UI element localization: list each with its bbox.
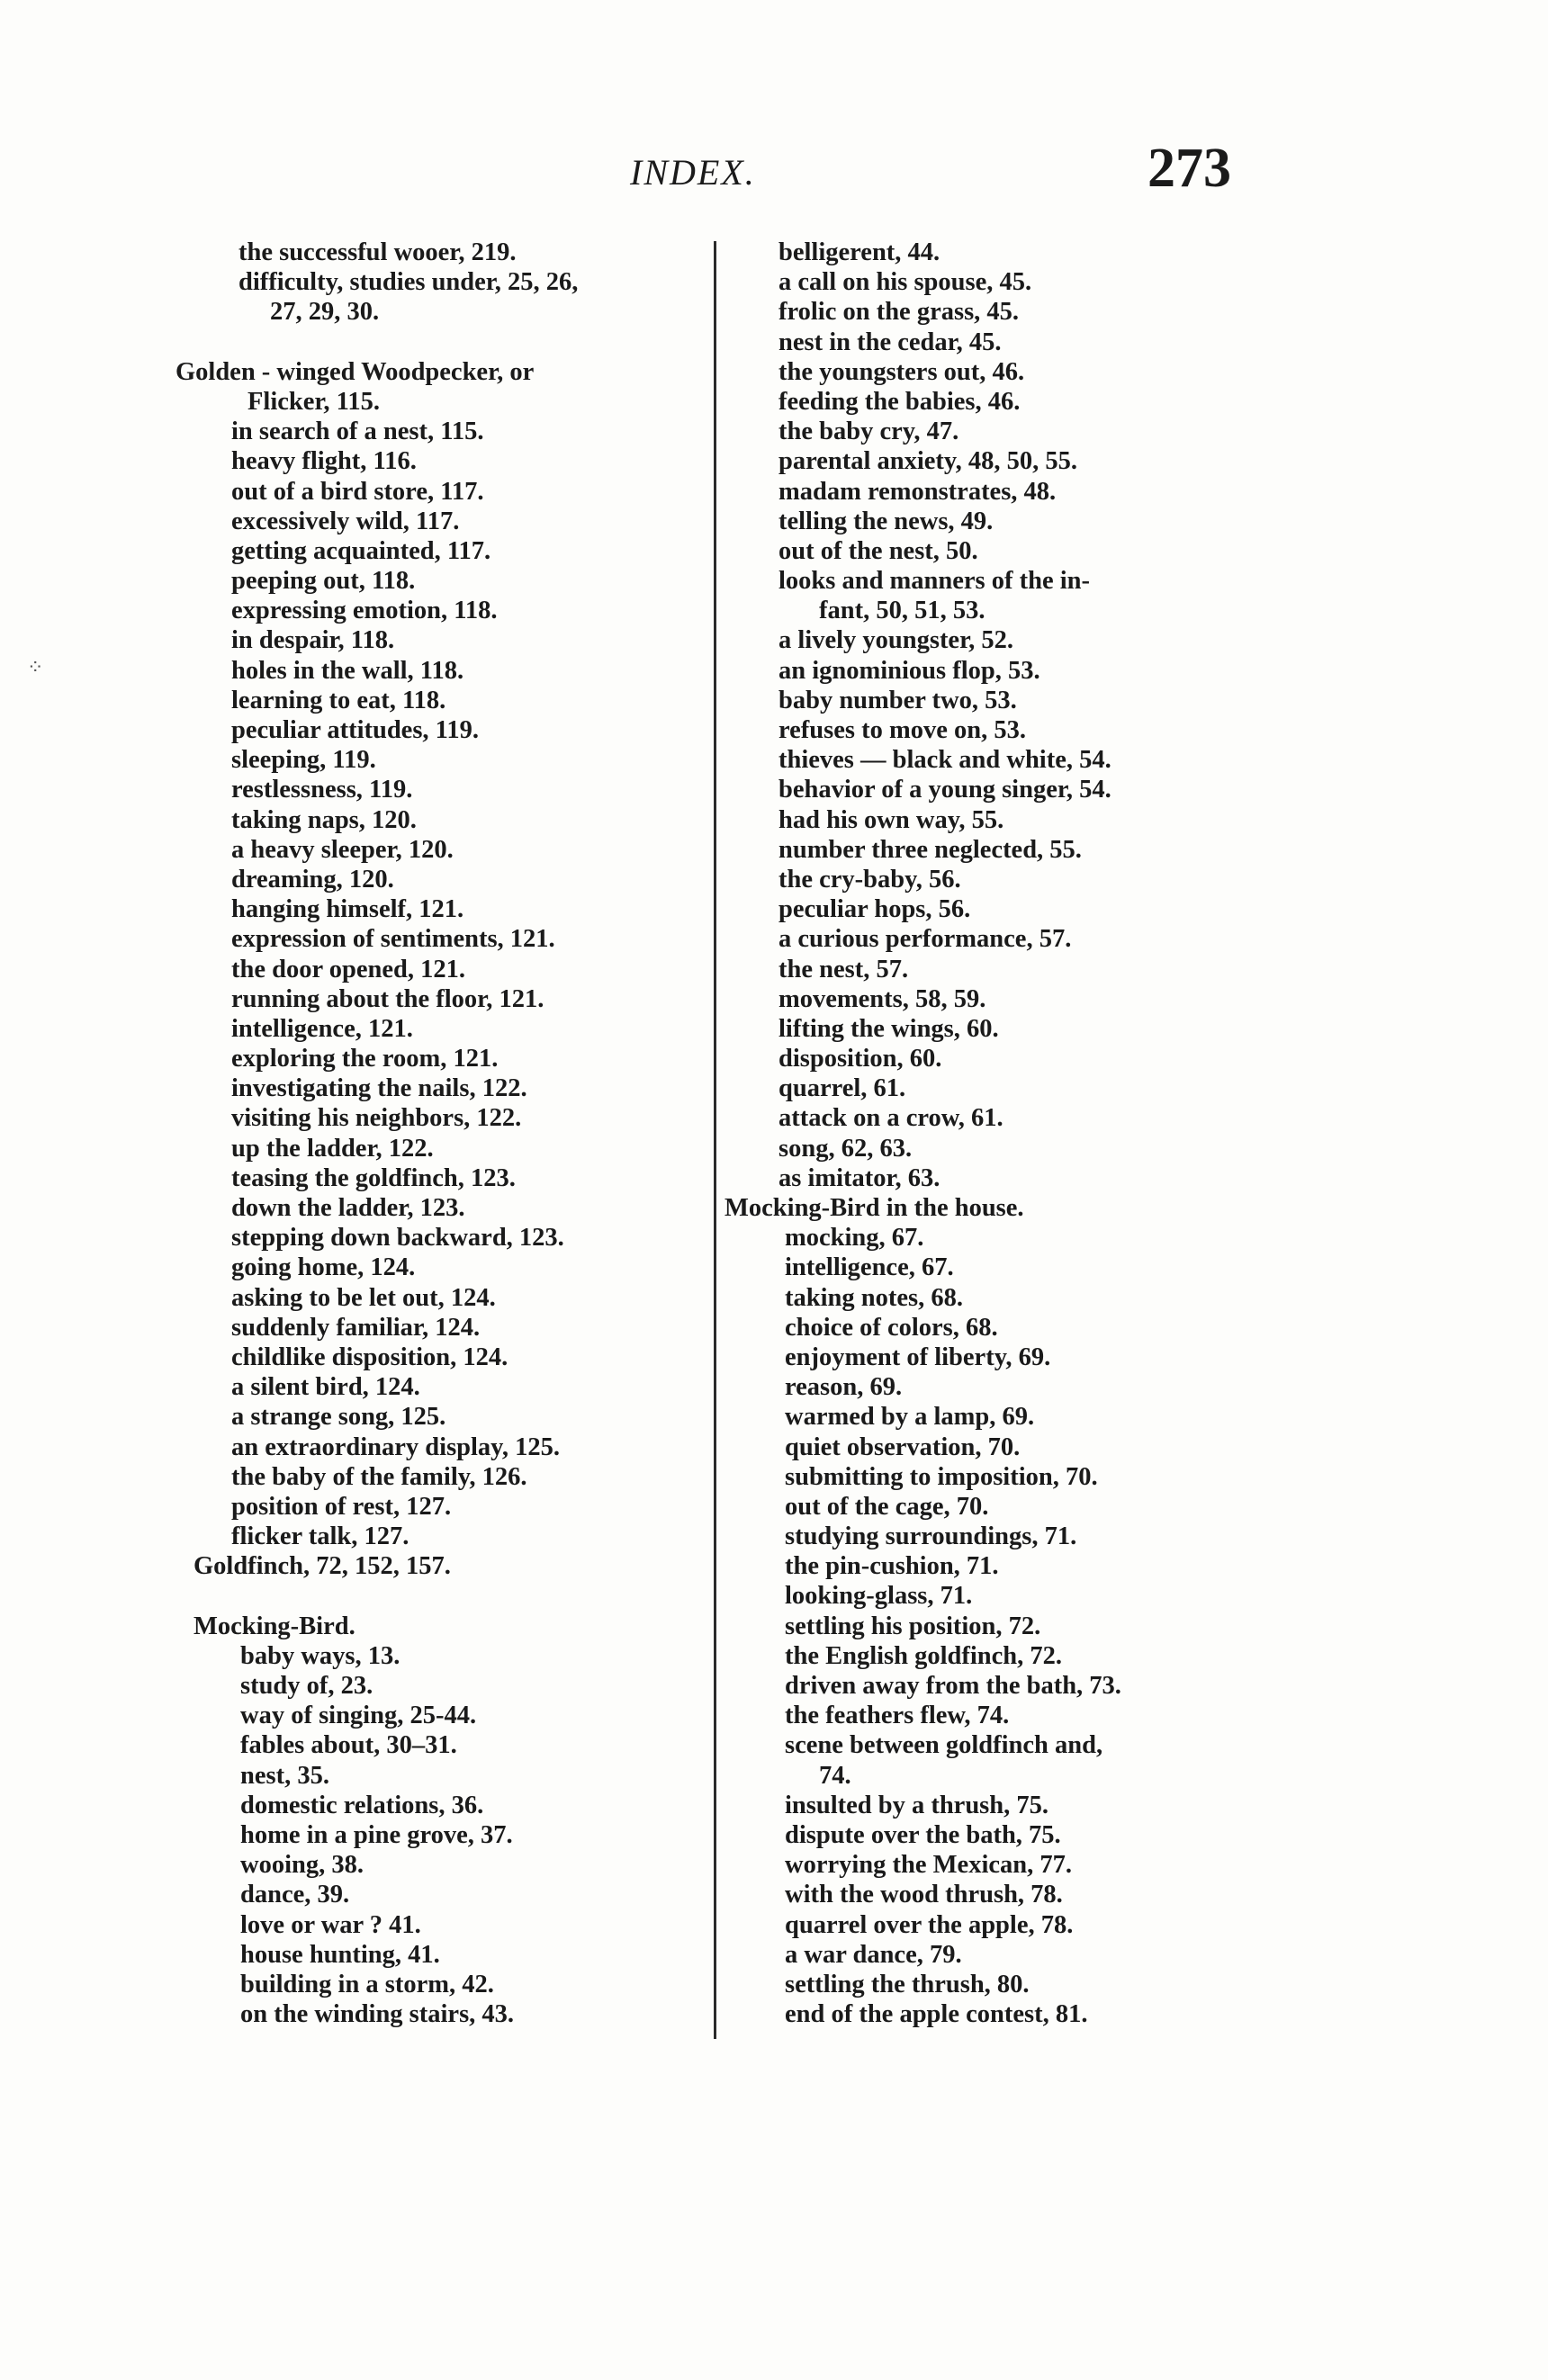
index-entry: sleeping, 119. <box>231 746 376 775</box>
index-entry: excessively wild, 117. <box>231 507 460 535</box>
index-entry: warmed by a lamp, 69. <box>785 1403 1035 1432</box>
index-entry: heavy flight, 116. <box>231 447 417 476</box>
index-spacer <box>176 328 698 357</box>
index-entry: the door opened, 121. <box>231 955 465 983</box>
index-entry: peculiar hops, 56. <box>778 895 971 924</box>
index-entry: looking-glass, 71. <box>785 1582 973 1611</box>
index-entry: hanging himself, 121. <box>231 895 464 924</box>
index-entry: dreaming, 120. <box>231 865 394 894</box>
index-entry: study of, 23. <box>240 1672 374 1700</box>
index-entry: the youngsters out, 46. <box>778 357 1025 386</box>
index-entry: going home, 124. <box>231 1253 416 1282</box>
index-entry: asking to be let out, 124. <box>231 1283 496 1312</box>
index-entry: taking notes, 68. <box>785 1283 963 1312</box>
index-entry: worrying the Mexican, 77. <box>785 1851 1072 1880</box>
index-entry: investigating the nails, 122. <box>231 1074 527 1103</box>
index-entry: Mocking-Bird in the house. <box>724 1194 1024 1222</box>
index-entry: dispute over the bath, 75. <box>785 1820 1061 1849</box>
index-entry: house hunting, 41. <box>240 1940 440 1969</box>
index-entry: thieves — black and white, 54. <box>778 746 1112 775</box>
index-entry: behavior of a young singer, 54. <box>778 776 1112 804</box>
index-entry: position of rest, 127. <box>231 1492 452 1521</box>
index-entry: out of the nest, 50. <box>778 536 978 565</box>
index-entry: feeding the babies, 46. <box>778 387 1021 416</box>
index-entry: suddenly familiar, 124. <box>231 1313 481 1342</box>
index-entry: attack on a crow, 61. <box>778 1104 1004 1133</box>
index-entry: an ignominious flop, 53. <box>778 656 1040 685</box>
index-entry: madam remonstrates, 48. <box>778 477 1057 506</box>
index-entry: in search of a nest, 115. <box>231 418 484 446</box>
index-entry: fant, 50, 51, 53. <box>819 597 986 625</box>
index-entry: up the ladder, 122. <box>231 1134 434 1163</box>
index-entry: submitting to imposition, 70. <box>785 1462 1098 1491</box>
index-entry: looks and manners of the in- <box>778 567 1091 596</box>
index-entry: settling his position, 72. <box>785 1612 1041 1640</box>
index-entry: domestic relations, 36. <box>240 1791 484 1819</box>
index-entry: 27, 29, 30. <box>270 298 380 327</box>
index-entry: a call on his spouse, 45. <box>778 268 1032 297</box>
index-entry: expression of sentiments, 121. <box>231 925 555 954</box>
index-entry: choice of colors, 68. <box>785 1313 998 1342</box>
index-entry: running about the floor, 121. <box>231 984 544 1013</box>
index-entry: difficulty, studies under, 25, 26, <box>238 268 579 297</box>
index-entry: building in a storm, 42. <box>240 1970 494 1998</box>
index-entry: dance, 39. <box>240 1881 350 1909</box>
index-entry: studying surroundings, 71. <box>785 1522 1077 1551</box>
index-entry: a war dance, 79. <box>785 1940 962 1969</box>
index-entry: the English goldfinch, 72. <box>785 1641 1063 1670</box>
index-entry: teasing the goldfinch, 123. <box>231 1163 516 1192</box>
index-column-right <box>724 238 1228 2029</box>
index-entry: a curious performance, 57. <box>778 925 1072 954</box>
index-entry: exploring the room, 121. <box>231 1045 499 1073</box>
index-entry: refuses to move on, 53. <box>778 716 1026 744</box>
index-entry: settling the thrush, 80. <box>785 1970 1030 1998</box>
index-spacer <box>176 1581 698 1611</box>
index-entry: intelligence, 67. <box>785 1253 954 1282</box>
index-entry: stepping down backward, 123. <box>231 1224 564 1253</box>
index-entry: love or war ? 41. <box>240 1910 421 1939</box>
index-entry: lifting the wings, 60. <box>778 1014 999 1043</box>
index-entry: a lively youngster, 52. <box>778 626 1013 655</box>
index-entry: an extraordinary display, 125. <box>231 1432 560 1461</box>
index-entry: Goldfinch, 72, 152, 157. <box>194 1552 451 1581</box>
index-entry: baby ways, 13. <box>240 1641 400 1670</box>
index-entry: number three neglected, 55. <box>778 835 1082 864</box>
index-entry: the nest, 57. <box>778 955 909 983</box>
index-entry: had his own way, 55. <box>778 805 1004 834</box>
index-entry: learning to eat, 118. <box>231 686 446 714</box>
index-entry: nest in the cedar, 45. <box>778 328 1002 356</box>
index-entry: song, 62, 63. <box>778 1134 913 1163</box>
index-entry: the baby of the family, 126. <box>231 1462 527 1491</box>
index-entry: fables about, 30–31. <box>240 1731 457 1760</box>
index-entry: a silent bird, 124. <box>231 1373 420 1402</box>
index-entry: the cry-baby, 56. <box>778 865 961 894</box>
index-entry: way of singing, 25-44. <box>240 1702 477 1730</box>
index-entry: quarrel, 61. <box>778 1074 906 1103</box>
index-entry: 74. <box>819 1761 851 1790</box>
index-entry: the baby cry, 47. <box>778 418 959 446</box>
index-entry: telling the news, 49. <box>778 507 994 535</box>
column-divider <box>714 241 716 2039</box>
index-entry: quarrel over the apple, 78. <box>785 1910 1074 1939</box>
index-entry: down the ladder, 123. <box>231 1194 465 1222</box>
index-entry: out of a bird store, 117. <box>231 477 484 506</box>
index-entry: quiet observation, 70. <box>785 1432 1021 1461</box>
index-entry: in despair, 118. <box>231 626 395 655</box>
index-entry: visiting his neighbors, 122. <box>231 1104 522 1133</box>
index-entry: getting acquainted, 117. <box>231 536 491 565</box>
index-entry: holes in the wall, 118. <box>231 656 464 685</box>
index-entry: a strange song, 125. <box>231 1403 446 1432</box>
index-entry: expressing emotion, 118. <box>231 597 498 625</box>
index-entry: peculiar attitudes, 119. <box>231 716 479 744</box>
index-entry: movements, 58, 59. <box>778 984 986 1013</box>
index-entry: scene between goldfinch and, <box>785 1731 1103 1760</box>
index-entry: taking naps, 120. <box>231 805 417 834</box>
index-entry: Flicker, 115. <box>248 387 380 416</box>
index-entry: peeping out, 118. <box>231 567 416 596</box>
index-entry: disposition, 60. <box>778 1045 942 1073</box>
index-column-left <box>176 238 698 2029</box>
index-entry: flicker talk, 127. <box>231 1522 410 1551</box>
index-entry: end of the apple contest, 81. <box>785 2000 1088 2029</box>
index-entry: Mocking-Bird. <box>194 1612 356 1640</box>
index-entry: a heavy sleeper, 120. <box>231 835 454 864</box>
index-entry: the pin-cushion, 71. <box>785 1552 999 1581</box>
index-entry: home in a pine grove, 37. <box>240 1820 513 1849</box>
index-entry: insulted by a thrush, 75. <box>785 1791 1049 1819</box>
index-entry: intelligence, 121. <box>231 1014 413 1043</box>
index-entry: enjoyment of liberty, 69. <box>785 1343 1051 1371</box>
index-entry: driven away from the bath, 73. <box>785 1672 1121 1700</box>
index-entry: nest, 35. <box>240 1761 329 1790</box>
index-entry: baby number two, 53. <box>778 686 1017 714</box>
index-entry: belligerent, 44. <box>778 238 940 266</box>
index-entry: Golden - winged Woodpecker, or <box>176 357 535 386</box>
index-entry: restlessness, 119. <box>231 776 413 804</box>
index-entry: mocking, 67. <box>785 1224 924 1253</box>
index-entry: reason, 69. <box>785 1373 903 1402</box>
page-number: 273 <box>1148 138 1231 199</box>
running-title: INDEX. <box>630 152 756 193</box>
index-entry: wooing, 38. <box>240 1851 364 1880</box>
index-entry: frolic on the grass, 45. <box>778 298 1020 327</box>
index-entry: parental anxiety, 48, 50, 55. <box>778 447 1077 476</box>
index-entry: with the wood thrush, 78. <box>785 1881 1063 1909</box>
index-entry: the feathers flew, 74. <box>785 1702 1010 1730</box>
index-entry: out of the cage, 70. <box>785 1492 989 1521</box>
scan-speck-mark: ⁘ <box>27 657 44 679</box>
index-entry: as imitator, 63. <box>778 1163 940 1192</box>
index-entry: on the winding stairs, 43. <box>240 2000 515 2029</box>
index-entry: the successful wooer, 219. <box>238 238 517 266</box>
index-entry: childlike disposition, 124. <box>231 1343 508 1371</box>
